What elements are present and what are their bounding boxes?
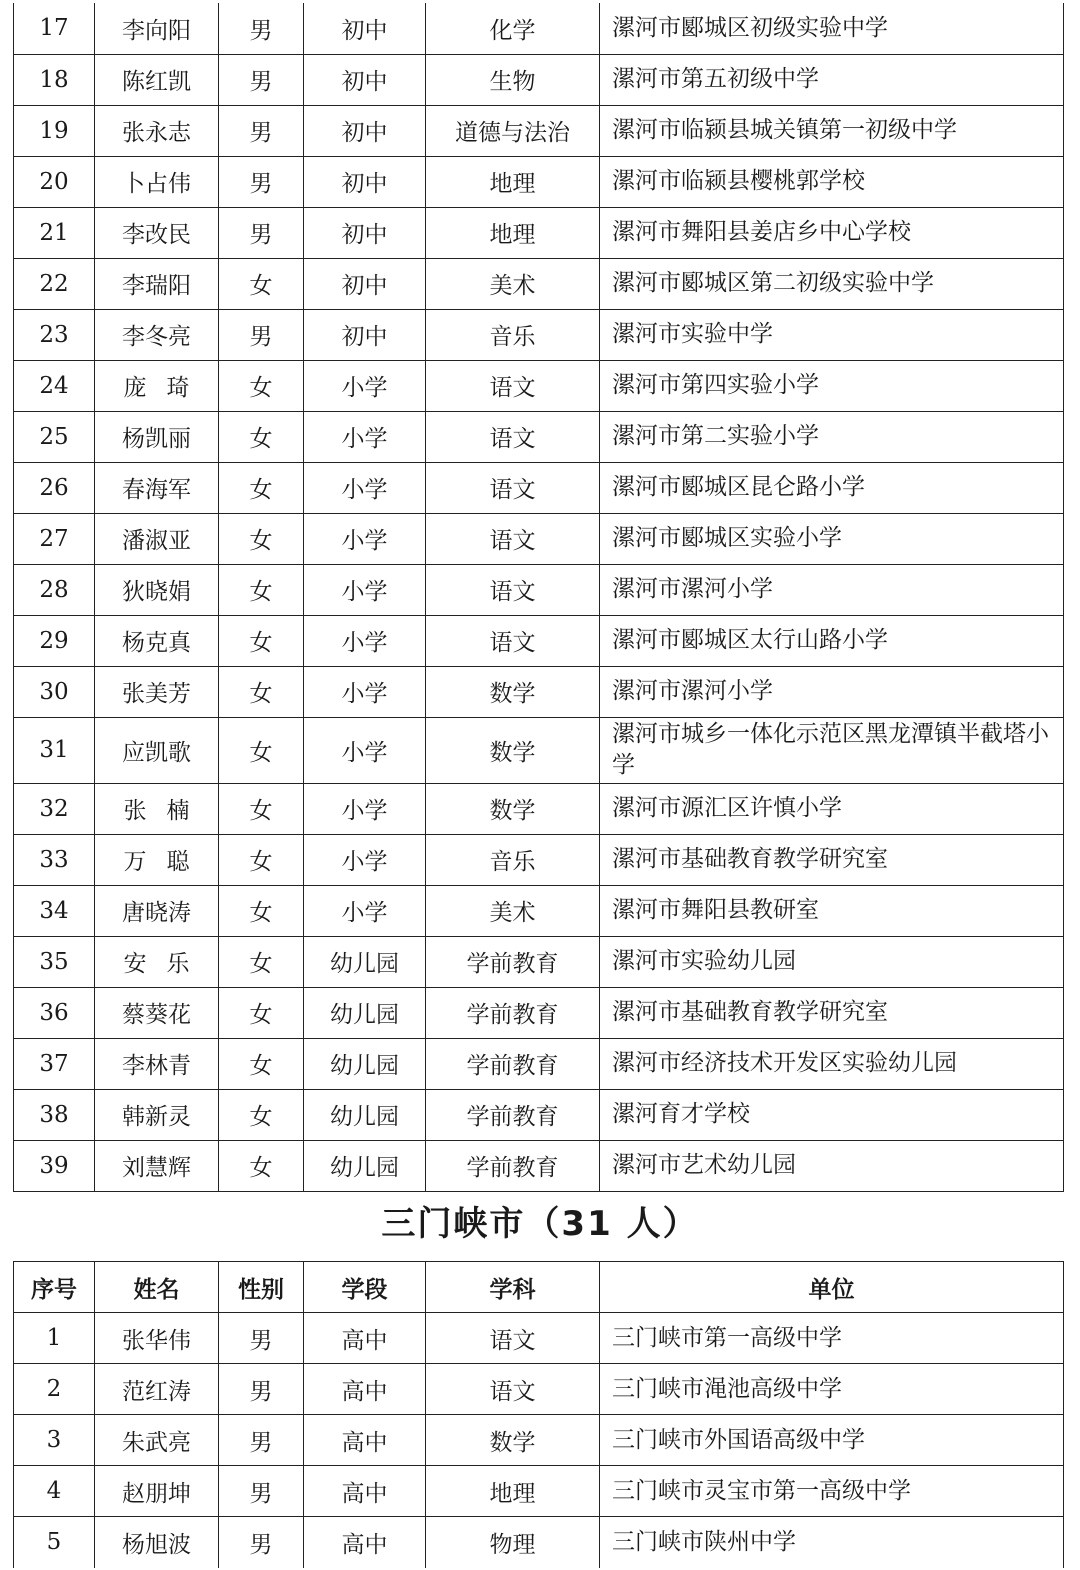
cell-subject: 语文 xyxy=(426,411,600,462)
cell-name: 李改民 xyxy=(95,207,219,258)
cell-subject: 语文 xyxy=(426,513,600,564)
header-gender: 性别 xyxy=(219,1262,304,1313)
cell-no: 23 xyxy=(14,309,95,360)
cell-subject: 音乐 xyxy=(426,834,600,885)
cell-level: 初中 xyxy=(304,258,426,309)
cell-level: 幼儿园 xyxy=(304,1140,426,1191)
cell-subject: 语文 xyxy=(426,1313,600,1364)
cell-subject: 音乐 xyxy=(426,309,600,360)
cell-level: 幼儿园 xyxy=(304,1089,426,1140)
cell-level: 小学 xyxy=(304,411,426,462)
cell-gender: 女 xyxy=(219,885,304,936)
cell-unit: 漯河市临颍县樱桃郭学校 xyxy=(600,156,1064,207)
header-unit: 单位 xyxy=(600,1262,1064,1313)
cell-level: 小学 xyxy=(304,360,426,411)
cell-level: 小学 xyxy=(304,564,426,615)
cell-name: 赵朋坤 xyxy=(95,1466,219,1517)
cell-name: 李向阳 xyxy=(95,3,219,54)
cell-level: 初中 xyxy=(304,207,426,258)
cell-subject: 化学 xyxy=(426,3,600,54)
cell-name: 杨凯丽 xyxy=(95,411,219,462)
cell-level: 初中 xyxy=(304,156,426,207)
cell-no: 29 xyxy=(14,615,95,666)
cell-gender: 女 xyxy=(219,666,304,717)
table-row xyxy=(14,1089,1064,1140)
cell-unit: 三门峡市第一高级中学 xyxy=(600,1313,1064,1364)
cell-unit: 漯河市经济技术开发区实验幼儿园 xyxy=(600,1038,1064,1089)
header-subject: 学科 xyxy=(426,1262,600,1313)
cell-subject: 语文 xyxy=(426,615,600,666)
cell-level: 初中 xyxy=(304,54,426,105)
cell-name: 朱武亮 xyxy=(95,1415,219,1466)
cell-gender: 男 xyxy=(219,156,304,207)
cell-name: 春海军 xyxy=(95,462,219,513)
table-row xyxy=(14,936,1064,987)
cell-name: 张楠 xyxy=(95,783,219,834)
cell-name: 李林青 xyxy=(95,1038,219,1089)
cell-name: 陈红凯 xyxy=(95,54,219,105)
cell-name: 李瑞阳 xyxy=(95,258,219,309)
cell-no: 28 xyxy=(14,564,95,615)
cell-no: 4 xyxy=(14,1466,95,1517)
cell-no: 17 xyxy=(14,3,95,54)
cell-name: 万聪 xyxy=(95,834,219,885)
cell-subject: 数学 xyxy=(426,666,600,717)
cell-level: 高中 xyxy=(304,1466,426,1517)
cell-subject: 道德与法治 xyxy=(426,105,600,156)
cell-unit: 漯河市郾城区初级实验中学 xyxy=(600,3,1064,54)
cell-subject: 学前教育 xyxy=(426,1140,600,1191)
cell-unit: 漯河市实验中学 xyxy=(600,309,1064,360)
cell-subject: 生物 xyxy=(426,54,600,105)
table-body xyxy=(14,3,1064,1191)
table-row xyxy=(14,360,1064,411)
cell-unit: 漯河市第五初级中学 xyxy=(600,54,1064,105)
table-row xyxy=(14,156,1064,207)
cell-gender: 女 xyxy=(219,564,304,615)
cell-level: 幼儿园 xyxy=(304,936,426,987)
cell-level: 初中 xyxy=(304,309,426,360)
cell-no: 36 xyxy=(14,987,95,1038)
cell-gender: 女 xyxy=(219,1089,304,1140)
cell-level: 幼儿园 xyxy=(304,987,426,1038)
cell-unit: 漯河市舞阳县教研室 xyxy=(600,885,1064,936)
cell-level: 小学 xyxy=(304,717,426,783)
cell-gender: 男 xyxy=(219,105,304,156)
cell-level: 初中 xyxy=(304,3,426,54)
cell-no: 20 xyxy=(14,156,95,207)
cell-name: 杨克真 xyxy=(95,615,219,666)
cell-gender: 女 xyxy=(219,936,304,987)
cell-subject: 美术 xyxy=(426,885,600,936)
cell-no: 33 xyxy=(14,834,95,885)
table-row xyxy=(14,105,1064,156)
cell-subject: 学前教育 xyxy=(426,987,600,1038)
cell-no: 34 xyxy=(14,885,95,936)
cell-no: 19 xyxy=(14,105,95,156)
cell-unit: 三门峡市外国语高级中学 xyxy=(600,1415,1064,1466)
cell-subject: 学前教育 xyxy=(426,1089,600,1140)
cell-subject: 数学 xyxy=(426,1415,600,1466)
table-row xyxy=(14,309,1064,360)
cell-name: 蔡葵花 xyxy=(95,987,219,1038)
table-body xyxy=(14,1313,1064,1568)
cell-subject: 学前教育 xyxy=(426,1038,600,1089)
cell-gender: 男 xyxy=(219,3,304,54)
cell-name: 应凯歌 xyxy=(95,717,219,783)
cell-level: 幼儿园 xyxy=(304,1038,426,1089)
cell-gender: 女 xyxy=(219,462,304,513)
cell-no: 25 xyxy=(14,411,95,462)
table-row xyxy=(14,666,1064,717)
cell-name: 唐晓涛 xyxy=(95,885,219,936)
teacher-table-sanmenxia xyxy=(13,1261,1064,1568)
cell-gender: 男 xyxy=(219,1313,304,1364)
cell-name: 狄晓娟 xyxy=(95,564,219,615)
cell-gender: 女 xyxy=(219,615,304,666)
cell-gender: 男 xyxy=(219,1415,304,1466)
cell-gender: 男 xyxy=(219,1466,304,1517)
cell-unit: 漯河市漯河小学 xyxy=(600,666,1064,717)
cell-unit: 漯河市基础教育教学研究室 xyxy=(600,987,1064,1038)
cell-name: 杨旭波 xyxy=(95,1517,219,1568)
cell-gender: 女 xyxy=(219,834,304,885)
cell-unit: 三门峡市渑池高级中学 xyxy=(600,1364,1064,1415)
cell-gender: 男 xyxy=(219,309,304,360)
cell-unit: 漯河市第四实验小学 xyxy=(600,360,1064,411)
cell-level: 小学 xyxy=(304,615,426,666)
cell-no: 3 xyxy=(14,1415,95,1466)
table-row xyxy=(14,462,1064,513)
cell-name: 安乐 xyxy=(95,936,219,987)
cell-level: 初中 xyxy=(304,105,426,156)
cell-unit: 漯河市舞阳县姜店乡中心学校 xyxy=(600,207,1064,258)
table-row xyxy=(14,717,1064,783)
cell-name: 李冬亮 xyxy=(95,309,219,360)
cell-subject: 语文 xyxy=(426,360,600,411)
cell-unit: 漯河市郾城区太行山路小学 xyxy=(600,615,1064,666)
cell-unit: 漯河市临颍县城关镇第一初级中学 xyxy=(600,105,1064,156)
cell-gender: 男 xyxy=(219,1364,304,1415)
cell-subject: 数学 xyxy=(426,783,600,834)
cell-unit: 三门峡市陕州中学 xyxy=(600,1517,1064,1568)
cell-level: 高中 xyxy=(304,1364,426,1415)
cell-gender: 女 xyxy=(219,987,304,1038)
table-row xyxy=(14,564,1064,615)
cell-no: 30 xyxy=(14,666,95,717)
cell-no: 31 xyxy=(14,717,95,783)
cell-no: 39 xyxy=(14,1140,95,1191)
table-row xyxy=(14,885,1064,936)
cell-subject: 美术 xyxy=(426,258,600,309)
cell-unit: 漯河市基础教育教学研究室 xyxy=(600,834,1064,885)
cell-level: 小学 xyxy=(304,783,426,834)
cell-no: 2 xyxy=(14,1364,95,1415)
table-row xyxy=(14,411,1064,462)
cell-unit: 漯河市第二实验小学 xyxy=(600,411,1064,462)
cell-unit: 漯河市城乡一体化示范区黑龙潭镇半截塔小学 xyxy=(600,717,1064,783)
cell-subject: 数学 xyxy=(426,717,600,783)
header-no: 序号 xyxy=(14,1262,95,1313)
cell-gender: 女 xyxy=(219,360,304,411)
cell-subject: 地理 xyxy=(426,207,600,258)
table-row xyxy=(14,834,1064,885)
cell-no: 18 xyxy=(14,54,95,105)
cell-unit: 三门峡市灵宝市第一高级中学 xyxy=(600,1466,1064,1517)
cell-no: 26 xyxy=(14,462,95,513)
cell-subject: 学前教育 xyxy=(426,936,600,987)
table-header xyxy=(14,1262,1064,1313)
table-row xyxy=(14,207,1064,258)
cell-subject: 语文 xyxy=(426,564,600,615)
cell-no: 1 xyxy=(14,1313,95,1364)
cell-gender: 女 xyxy=(219,513,304,564)
cell-gender: 女 xyxy=(219,783,304,834)
cell-no: 27 xyxy=(14,513,95,564)
cell-name: 刘慧辉 xyxy=(95,1140,219,1191)
cell-level: 小学 xyxy=(304,885,426,936)
section-title: 三门峡市（31 人） xyxy=(381,1204,699,1244)
cell-gender: 女 xyxy=(219,717,304,783)
cell-subject: 语文 xyxy=(426,1364,600,1415)
cell-no: 21 xyxy=(14,207,95,258)
cell-unit: 漯河市源汇区许慎小学 xyxy=(600,783,1064,834)
table-row xyxy=(14,987,1064,1038)
cell-gender: 男 xyxy=(219,207,304,258)
cell-gender: 女 xyxy=(219,411,304,462)
cell-gender: 男 xyxy=(219,54,304,105)
cell-level: 小学 xyxy=(304,462,426,513)
cell-no: 38 xyxy=(14,1089,95,1140)
table-row xyxy=(14,1466,1064,1517)
cell-unit: 漯河市实验幼儿园 xyxy=(600,936,1064,987)
cell-no: 22 xyxy=(14,258,95,309)
cell-level: 高中 xyxy=(304,1517,426,1568)
table-row xyxy=(14,54,1064,105)
cell-unit: 漯河市郾城区实验小学 xyxy=(600,513,1064,564)
cell-name: 范红涛 xyxy=(95,1364,219,1415)
cell-name: 卜占伟 xyxy=(95,156,219,207)
table-row xyxy=(14,1517,1064,1568)
cell-level: 小学 xyxy=(304,834,426,885)
table-row xyxy=(14,1313,1064,1364)
cell-gender: 女 xyxy=(219,1140,304,1191)
cell-unit: 漯河市郾城区第二初级实验中学 xyxy=(600,258,1064,309)
table-row xyxy=(14,1415,1064,1466)
cell-no: 35 xyxy=(14,936,95,987)
cell-unit: 漯河市郾城区昆仑路小学 xyxy=(600,462,1064,513)
header-name: 姓名 xyxy=(95,1262,219,1313)
cell-name: 张永志 xyxy=(95,105,219,156)
cell-subject: 地理 xyxy=(426,1466,600,1517)
cell-gender: 女 xyxy=(219,1038,304,1089)
cell-level: 高中 xyxy=(304,1415,426,1466)
table-row xyxy=(14,1140,1064,1191)
teacher-table-luohe xyxy=(13,3,1064,1192)
table-row xyxy=(14,615,1064,666)
cell-name: 韩新灵 xyxy=(95,1089,219,1140)
table-row xyxy=(14,1364,1064,1415)
cell-name: 张华伟 xyxy=(95,1313,219,1364)
cell-unit: 漯河市艺术幼儿园 xyxy=(600,1140,1064,1191)
header-level: 学段 xyxy=(304,1262,426,1313)
cell-level: 高中 xyxy=(304,1313,426,1364)
cell-gender: 女 xyxy=(219,258,304,309)
table-row xyxy=(14,1038,1064,1089)
table-row xyxy=(14,258,1064,309)
header-row xyxy=(14,1262,1064,1313)
cell-subject: 语文 xyxy=(426,462,600,513)
cell-level: 小学 xyxy=(304,513,426,564)
cell-no: 32 xyxy=(14,783,95,834)
cell-gender: 男 xyxy=(219,1517,304,1568)
cell-name: 潘淑亚 xyxy=(95,513,219,564)
cell-name: 庞琦 xyxy=(95,360,219,411)
table-row xyxy=(14,783,1064,834)
cell-no: 24 xyxy=(14,360,95,411)
cell-name: 张美芳 xyxy=(95,666,219,717)
cell-no: 37 xyxy=(14,1038,95,1089)
cell-level: 小学 xyxy=(304,666,426,717)
table-row xyxy=(14,513,1064,564)
cell-subject: 物理 xyxy=(426,1517,600,1568)
cell-unit: 漯河市漯河小学 xyxy=(600,564,1064,615)
cell-no: 5 xyxy=(14,1517,95,1568)
table-row xyxy=(14,3,1064,54)
cell-unit: 漯河育才学校 xyxy=(600,1089,1064,1140)
cell-subject: 地理 xyxy=(426,156,600,207)
